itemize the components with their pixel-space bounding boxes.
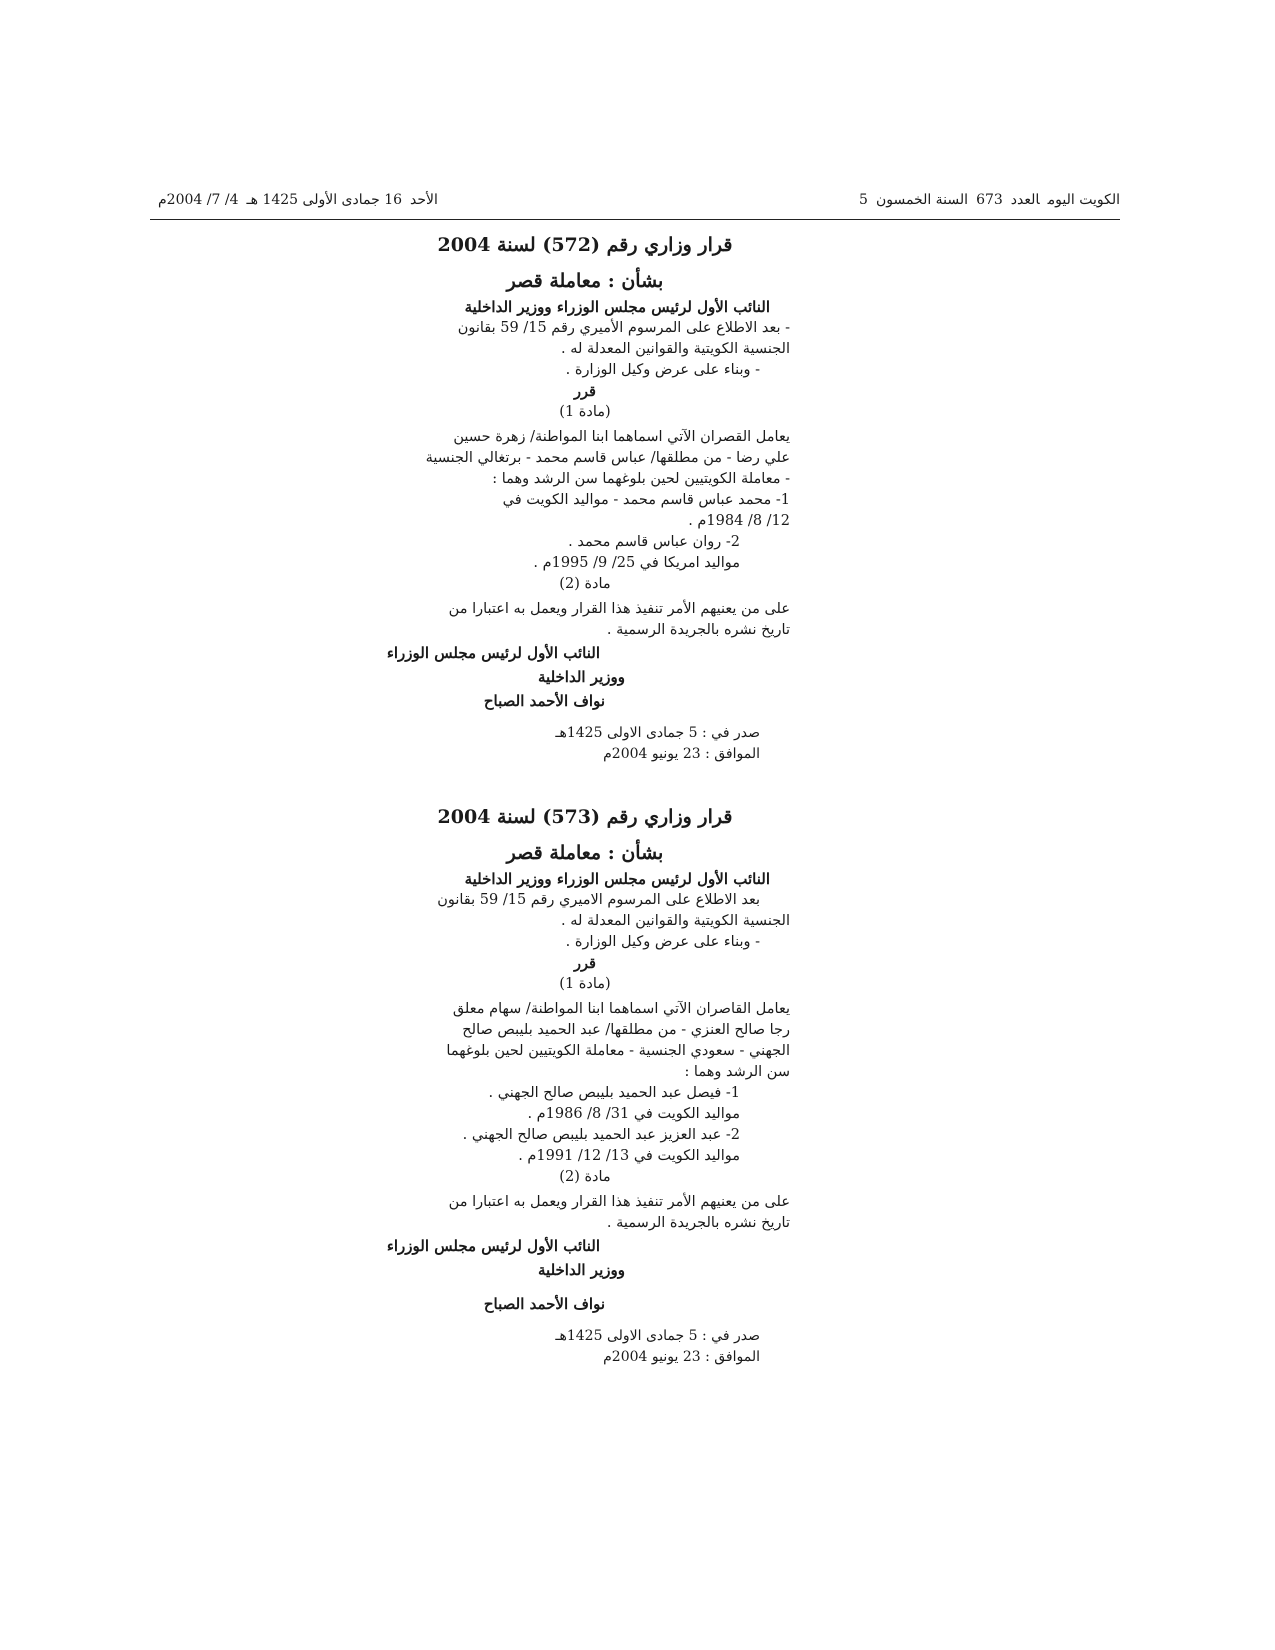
person-entry: 1- فيصل عبد الحميد بليبص صالح الجهني . <box>488 1085 740 1101</box>
article-text-line: على من يعنيهم الأمر تنفيذ هذا القرار ويعمل به اعتبارا من <box>448 1194 790 1210</box>
header-date-info <box>150 192 438 208</box>
page-header <box>150 184 1120 220</box>
header-divider <box>150 219 1120 220</box>
signature-name: نواف الأحمد الصباح <box>483 1295 605 1313</box>
page-number: 5 <box>859 192 868 208</box>
issue-label: العدد <box>1010 192 1040 208</box>
preamble-line: الجنسية الكويتية والقوانين المعدلة له . <box>561 341 790 357</box>
issued-date: صدر في : 5 جمادى الاولى 1425هـ <box>555 1328 760 1344</box>
article-label: (مادة 1) <box>559 404 611 420</box>
issue-number: 673 <box>976 192 1003 208</box>
decided-heading: قرر <box>574 383 596 400</box>
signature-title: ووزير الداخلية <box>538 1261 625 1279</box>
decree-subject: بشأن : معاملة قصر <box>506 270 664 292</box>
person-entry: 2- روان عباس قاسم محمد . <box>568 534 740 550</box>
issued-date: صدر في : 5 جمادى الاولى 1425هـ <box>555 725 760 741</box>
article-text-line: يعامل القصران الآتي اسماهما ابنا المواطنة/ زهرة حسين <box>453 429 790 445</box>
person-entry: 12/ 8/ 1984م . <box>688 513 790 529</box>
article-text-line: على من يعنيهم الأمر تنفيذ هذا القرار ويعمل به اعتبارا من <box>448 601 790 617</box>
newspaper-name: الكويت اليوم <box>1047 192 1120 208</box>
article-text-line: تاريخ نشره بالجريدة الرسمية . <box>606 622 790 638</box>
header-publication-info <box>851 192 1120 208</box>
corresponding-date: الموافق : 23 يونيو 2004م <box>603 1349 760 1365</box>
decree-issuer: النائب الأول لرئيس مجلس الوزراء ووزير الداخلية <box>464 298 770 316</box>
header-day: الأحد <box>410 192 438 208</box>
preamble-line: الجنسية الكويتية والقوانين المعدلة له . <box>561 913 790 929</box>
decree-issuer: النائب الأول لرئيس مجلس الوزراء ووزير الداخلية <box>464 870 770 888</box>
person-entry: 1- محمد عباس قاسم محمد - مواليد الكويت في <box>502 492 790 508</box>
decree-572 <box>380 232 790 765</box>
article-text-line: علي رضا - من مطلقها/ عباس قاسم محمد - برتغالي الجنسية <box>425 450 790 466</box>
article-label: (مادة 1) <box>559 976 611 992</box>
decree-subject: بشأن : معاملة قصر <box>506 842 664 864</box>
article-text-line: الجهني - سعودي الجنسية - معاملة الكويتيين لحين بلوغهما <box>446 1043 790 1059</box>
header-hijri-date: 16 جمادى الأولى 1425 هـ <box>246 192 403 208</box>
article-text-line: رجا صالح العنزي - من مطلقها/ عبد الحميد بليبص صالح <box>462 1022 790 1038</box>
article-text-line: - معاملة الكويتيين لحين بلوغهما سن الرشد وهما : <box>492 471 790 487</box>
person-birth: مواليد الكويت في 13/ 12/ 1991م . <box>518 1148 740 1164</box>
preamble-line: - وبناء على عرض وكيل الوزارة . <box>565 934 760 950</box>
article-text-line: يعامل القاصران الآتي اسماهما ابنا المواطنة/ سهام معلق <box>452 1001 790 1017</box>
year-label: السنة الخمسون <box>875 192 969 208</box>
signature-title: النائب الأول لرئيس مجلس الوزراء <box>386 644 600 662</box>
person-birth: مواليد امريكا في 25/ 9/ 1995م . <box>533 555 740 571</box>
article-label: مادة (2) <box>559 576 611 592</box>
preamble-line: - بعد الاطلاع على المرسوم الأميري رقم 15/ 59 بقانون <box>457 320 790 336</box>
article-text-line: تاريخ نشره بالجريدة الرسمية . <box>606 1215 790 1231</box>
person-birth: مواليد الكويت في 31/ 8/ 1986م . <box>527 1106 740 1122</box>
corresponding-date: الموافق : 23 يونيو 2004م <box>603 746 760 762</box>
article-label: مادة (2) <box>559 1169 611 1185</box>
decree-title: قرار وزاري رقم (573) لسنة 2004 <box>437 806 733 828</box>
signature-title: ووزير الداخلية <box>538 668 625 686</box>
signature-title: النائب الأول لرئيس مجلس الوزراء <box>386 1237 600 1255</box>
decree-title: قرار وزاري رقم (572) لسنة 2004 <box>437 234 733 256</box>
preamble-line: بعد الاطلاع على المرسوم الاميري رقم 15/ 59 بقانون <box>437 892 760 908</box>
decided-heading: قرر <box>574 955 596 972</box>
signature-name: نواف الأحمد الصباح <box>483 692 605 710</box>
preamble-line: - وبناء على عرض وكيل الوزارة . <box>565 362 760 378</box>
person-entry: 2- عبد العزيز عبد الحميد بليبص صالح الجهني . <box>462 1127 740 1143</box>
decree-573 <box>380 804 790 1368</box>
header-gregorian-date: 4/ 7/ 2004م <box>158 192 239 208</box>
article-text-line: سن الرشد وهما : <box>684 1064 790 1080</box>
